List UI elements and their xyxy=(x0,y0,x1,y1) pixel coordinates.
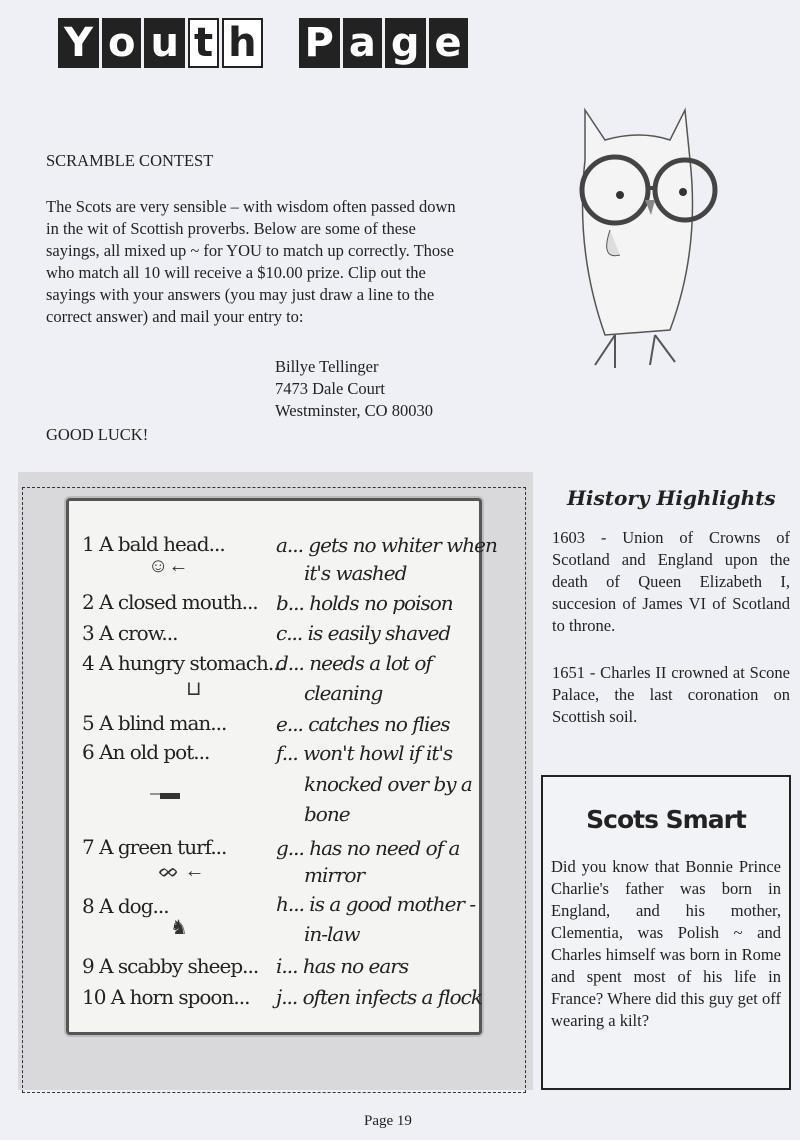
scots-smart-title: Scots Smart xyxy=(586,805,746,834)
puzzle-answer: a... gets no whiter when xyxy=(276,533,497,557)
puzzle-answer: j... often infects a flock xyxy=(276,985,483,1009)
title-letter: e xyxy=(429,18,468,68)
puzzle-answer: in-law xyxy=(304,922,360,946)
puzzle-item: 1 A bald head... xyxy=(82,532,225,556)
bald-head-arrow-icon: ☺← xyxy=(148,555,189,577)
title-letter: u xyxy=(144,18,184,68)
contest-body: The Scots are very sensible – with wisdom often passed down in the wit of Scottish proverbs. Below are some of these sayings, all mixed up ~ for YOU to match up correctly. Those who match all 10 will receive a $10.00 prize. Clip out the sayings with your answers (you may just draw a line to the correct answer) and mail your entry to: xyxy=(46,197,456,326)
turf-arrow-icon: ᨖ ← xyxy=(158,860,205,882)
puzzle-item: 4 A hungry stomach... xyxy=(82,651,284,675)
contest-heading: SCRAMBLE CONTEST xyxy=(46,151,214,170)
title-letter: h xyxy=(222,18,262,68)
title-letter: g xyxy=(385,18,426,68)
address-city: Westminster, CO 80030 xyxy=(275,401,433,420)
scots-smart-box xyxy=(541,775,791,1090)
puzzle-item: 10 A horn spoon... xyxy=(82,985,250,1009)
puzzle-item: 9 A scabby sheep... xyxy=(82,954,259,978)
pot-icon: ⎯▬ xyxy=(150,782,180,804)
owl-with-glasses-illustration xyxy=(555,100,725,380)
good-luck: GOOD LUCK! xyxy=(46,425,149,444)
title-letter: a xyxy=(343,18,382,68)
puzzle-answer: bone xyxy=(304,802,350,826)
puzzle-answer: g... has no need of a xyxy=(276,836,460,860)
page-title xyxy=(58,18,468,68)
history-item-1603: 1603 - Union of Crowns of Scotland and England upon the death of Queen Elizabeth I, succesion of James VI of Scotland to throne. xyxy=(552,528,790,635)
puzzle-item: 3 A crow... xyxy=(82,621,178,645)
puzzle-answer: f... won't howl if it's xyxy=(276,741,453,765)
puzzle-answer: cleaning xyxy=(304,681,383,705)
title-letter: o xyxy=(102,18,141,68)
puzzle-item: 7 A green turf... xyxy=(82,835,227,859)
page-number: Page 19 xyxy=(364,1113,412,1129)
puzzle-item: 8 A dog... xyxy=(82,894,169,918)
history-item-1651: 1651 - Charles II crowned at Scone Palace, the last coronation on Scottish soil. xyxy=(552,663,790,726)
history-highlights-title: History Highlights xyxy=(567,486,776,510)
mailing-address xyxy=(275,356,433,422)
puzzle-answer: c... is easily shaved xyxy=(276,621,451,645)
puzzle-answer: knocked over by a xyxy=(304,772,472,796)
puzzle-answer: b... holds no poison xyxy=(276,591,453,615)
title-letter: P xyxy=(299,18,340,68)
address-name: Billye Tellinger xyxy=(275,357,379,376)
puzzle-item: 5 A blind man... xyxy=(82,711,227,735)
puzzle-item: 2 A closed mouth... xyxy=(82,590,258,614)
puzzle-answer: it's washed xyxy=(304,561,407,585)
puzzle-answer: e... catches no flies xyxy=(276,712,450,736)
scots-smart-body: Did you know that Bonnie Prince Charlie's father was born in England, and his mother, Clementia, was Polish ~ and Charles himself was born in Rome and spent most of his life in France? Where did this guy get off wearing a kilt? xyxy=(551,857,781,1030)
title-letter: t xyxy=(188,18,219,68)
stomach-icon: ⊔ xyxy=(186,678,202,700)
title-letter: Y xyxy=(58,18,99,68)
puzzle-answer: i... has no ears xyxy=(276,954,409,978)
address-street: 7473 Dale Court xyxy=(275,379,385,398)
puzzle-answer: mirror xyxy=(304,863,365,887)
puzzle-answer: d... needs a lot of xyxy=(276,651,432,675)
puzzle-answer: h... is a good mother - xyxy=(276,892,476,916)
puzzle-item: 6 An old pot... xyxy=(82,740,210,764)
dog-icon: ♞ xyxy=(170,917,188,939)
